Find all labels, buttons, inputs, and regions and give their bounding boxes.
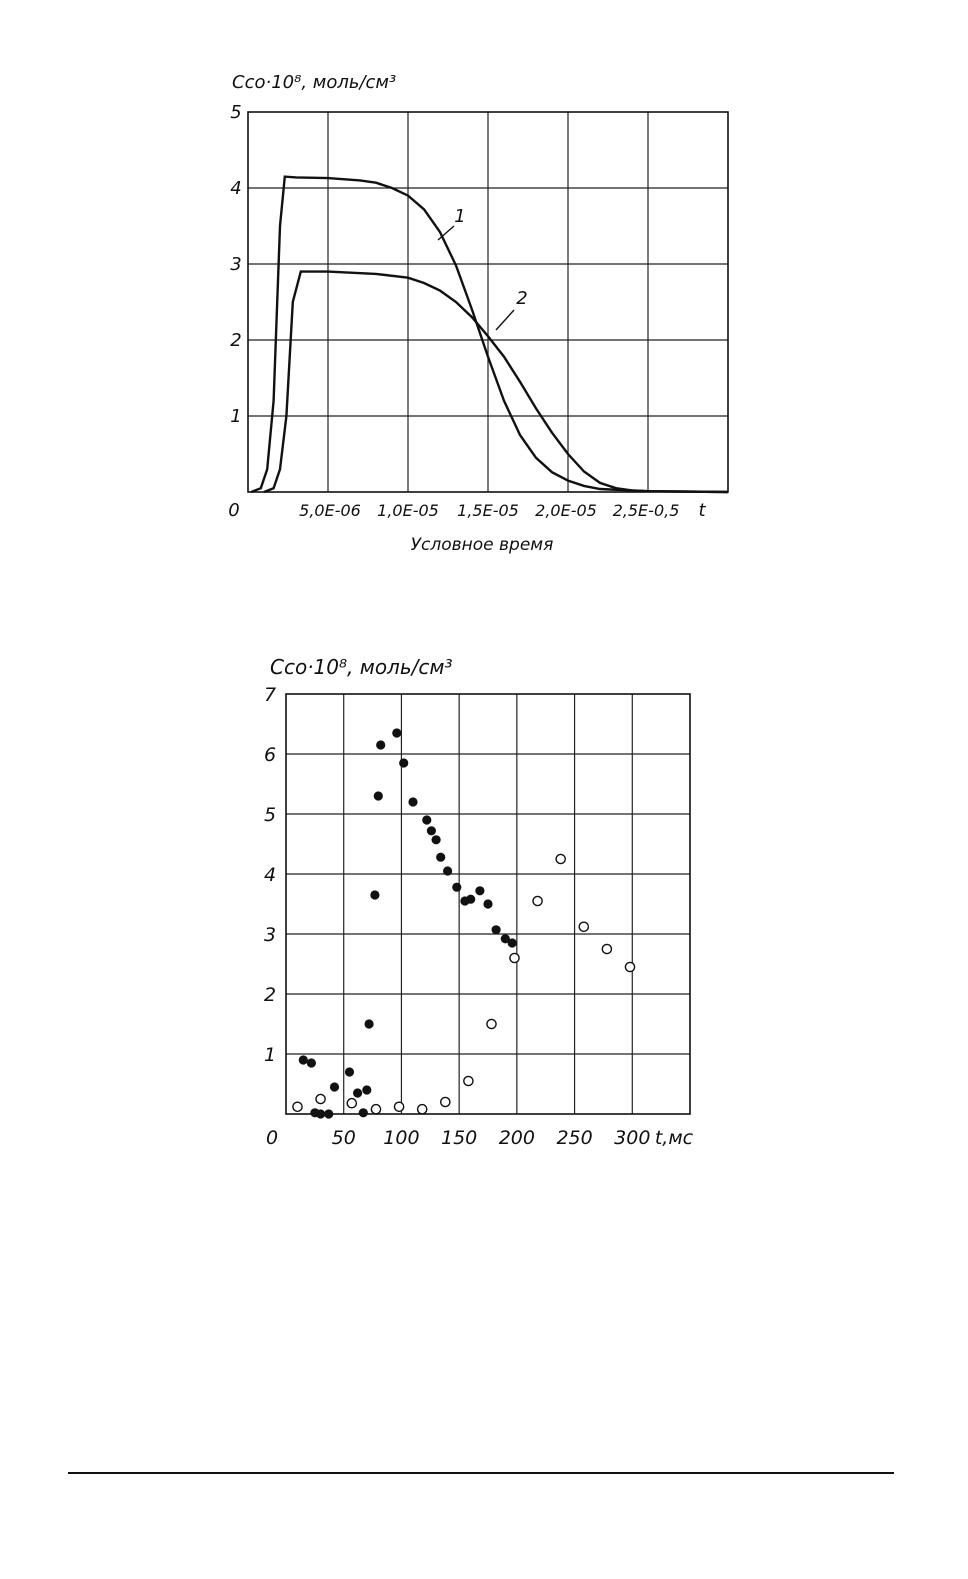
y-tick-label: 6	[263, 744, 277, 766]
y-axis-title: Cco·10⁸, моль/см³	[270, 655, 453, 679]
data-point-filled	[475, 886, 484, 895]
data-point-open	[464, 1076, 473, 1085]
data-point-open	[293, 1102, 302, 1111]
y-tick-label: 2	[230, 330, 242, 351]
data-point-filled	[307, 1058, 316, 1067]
data-point-filled	[492, 925, 501, 934]
y-tick-label: 4	[263, 864, 277, 886]
data-point-filled	[365, 1019, 374, 1028]
data-point-open	[602, 944, 611, 953]
data-point-filled	[408, 797, 417, 806]
data-point-filled	[422, 815, 431, 824]
y-tick-label: 7	[263, 684, 277, 706]
data-point-filled	[345, 1067, 354, 1076]
data-point-open	[625, 962, 634, 971]
x-tick-label: 300	[614, 1127, 651, 1149]
data-point-filled	[370, 890, 379, 899]
origin-label: 0	[228, 500, 240, 521]
data-point-filled	[399, 758, 408, 767]
y-tick-label: 4	[230, 178, 242, 199]
data-point-filled	[443, 866, 452, 875]
y-axis-title: Cco·10⁸, моль/см³	[232, 72, 397, 93]
origin-label: 0	[265, 1127, 279, 1149]
data-point-filled	[374, 791, 383, 800]
data-point-filled	[353, 1088, 362, 1097]
data-point-open	[347, 1099, 356, 1108]
data-point-open	[418, 1105, 427, 1114]
data-point-open	[533, 896, 542, 905]
x-tick-label: 1,5E-05	[457, 501, 519, 520]
x-tick-label: 250	[556, 1127, 593, 1149]
data-point-open	[579, 922, 588, 931]
x-axis-title: Условное время	[410, 535, 554, 555]
data-point-filled	[362, 1085, 371, 1094]
data-point-filled	[316, 1109, 325, 1118]
y-tick-label: 2	[263, 984, 277, 1006]
data-point-open	[510, 953, 519, 962]
y-tick-label: 1	[263, 1044, 277, 1066]
x-axis-title: t,мс	[654, 1127, 694, 1149]
data-point-filled	[359, 1108, 368, 1117]
x-tick-label: 200	[498, 1127, 535, 1149]
data-point-filled	[466, 895, 475, 904]
y-tick-label: 5	[230, 102, 242, 123]
data-point-filled	[324, 1109, 333, 1118]
data-point-open	[556, 854, 565, 863]
x-tick-label: 100	[383, 1127, 420, 1149]
data-point-open	[395, 1102, 404, 1111]
y-tick-label: 1	[230, 406, 242, 427]
x-tick-label: 2,0E-05	[535, 501, 597, 520]
data-point-filled	[508, 938, 517, 947]
x-tick-label: 1,0E-05	[377, 501, 439, 520]
data-point-filled	[392, 728, 401, 737]
y-tick-label: 5	[263, 804, 277, 826]
x-axis-letter: t	[698, 500, 706, 521]
y-tick-label: 3	[263, 924, 277, 946]
data-point-open	[441, 1097, 450, 1106]
y-tick-label: 3	[230, 254, 242, 275]
data-point-open	[487, 1019, 496, 1028]
x-tick-label: 2,5E-0,5	[612, 501, 680, 520]
data-point-filled	[436, 853, 445, 862]
data-point-filled	[483, 899, 492, 908]
data-point-filled	[330, 1082, 339, 1091]
data-point-open	[371, 1105, 380, 1114]
data-point-filled	[427, 826, 436, 835]
x-tick-label: 150	[441, 1127, 478, 1149]
curve-1-label: 1	[454, 206, 466, 227]
x-tick-label: 50	[331, 1127, 356, 1149]
data-point-filled	[432, 835, 441, 844]
data-point-filled	[376, 740, 385, 749]
x-tick-label: 5,0E-06	[299, 501, 361, 520]
data-point-open	[316, 1094, 325, 1103]
data-point-filled	[299, 1055, 308, 1064]
curve-2-label: 2	[516, 288, 528, 309]
page-divider-line	[68, 1472, 894, 1474]
data-point-filled	[452, 883, 461, 892]
